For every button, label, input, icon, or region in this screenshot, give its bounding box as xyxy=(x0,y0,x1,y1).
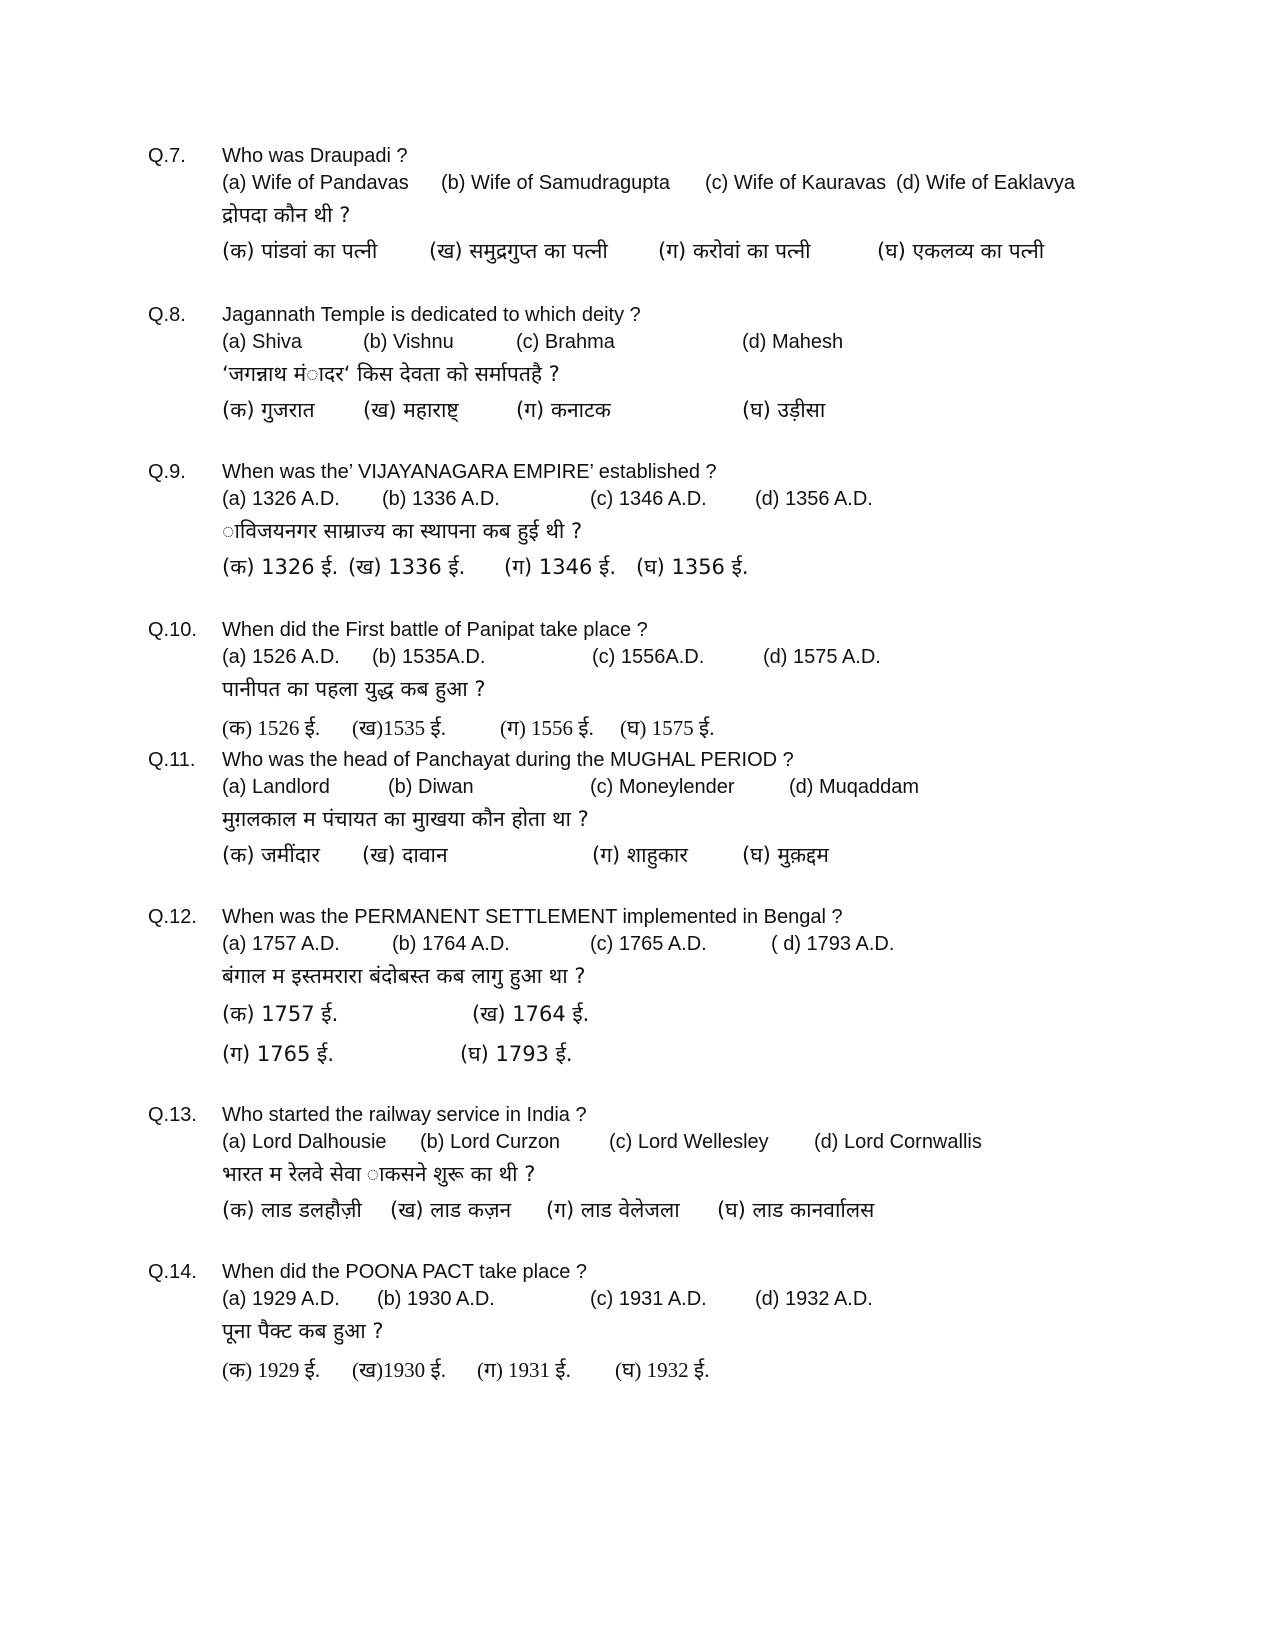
option-d: (d) Wife of Eaklavya xyxy=(896,172,1075,194)
option-c: (c) 1765 A.D. xyxy=(590,933,707,955)
option-a: (a) Shiva xyxy=(222,331,303,353)
option-d: (d) Mahesh xyxy=(742,331,844,353)
option-a: (a) 1326 A.D. xyxy=(222,488,340,510)
option-a: (a) Wife of Pandavas xyxy=(222,172,409,194)
option-gha: (घ) मुक़द्दम xyxy=(742,843,829,867)
question-text-en: When was the PERMANENT SETTLEMENT implemented in Bengal ? xyxy=(222,906,843,928)
option-ga: (ग) करोवां का पत्नी xyxy=(658,239,811,263)
option-c: (c) Wife of Kauravas xyxy=(705,172,887,194)
option-b: (b) 1764 A.D. xyxy=(392,933,510,955)
option-b: (b) 1336 A.D. xyxy=(382,488,500,510)
question-number: Q.10. xyxy=(148,619,197,641)
option-ga: (ग) 1556 ई. xyxy=(500,716,594,740)
option-kha: (ख) 1764 ई. xyxy=(472,1002,590,1026)
option-gha: (घ) 1793 ई. xyxy=(460,1042,573,1066)
question-number: Q.8. xyxy=(148,304,186,326)
option-ka: (क) जमींदार xyxy=(222,843,320,867)
option-ga: (ग) 1931 ई. xyxy=(477,1358,571,1382)
question-number: Q.12. xyxy=(148,906,197,928)
question-text-hi: पूना पैक्ट कब हुआ ? xyxy=(222,1319,384,1343)
option-b: (b) Vishnu xyxy=(363,331,454,353)
option-gha: (घ) लाड कानर्वाालस xyxy=(717,1198,875,1222)
option-ka: (क) लाड डलहौज़ी xyxy=(222,1198,362,1222)
option-ga: (ग) 1765 ई. xyxy=(222,1042,334,1066)
question-number: Q.14. xyxy=(148,1261,197,1283)
option-kha: (ख) महाराष्ट् xyxy=(363,398,459,422)
option-b: (b) 1930 A.D. xyxy=(377,1288,495,1310)
option-b: (b) Diwan xyxy=(388,776,474,798)
option-gha: (घ) उड़ीसा xyxy=(742,398,826,422)
option-b: (b) 1535A.D. xyxy=(372,646,486,668)
option-d: (d) 1932 A.D. xyxy=(755,1288,873,1310)
option-a: (a) 1526 A.D. xyxy=(222,646,340,668)
option-ka: (क) गुजरात xyxy=(222,398,315,422)
option-a: (a) 1757 A.D. xyxy=(222,933,340,955)
option-gha: (घ) 1575 ई. xyxy=(620,716,715,740)
option-d: (d) 1356 A.D. xyxy=(755,488,873,510)
question-text-hi: पानीपत का पहला युद्ध कब हुआ ? xyxy=(222,677,486,701)
option-ga: (ग) कनाटक xyxy=(516,398,611,422)
option-gha: (घ) एकलव्य का पत्नी xyxy=(877,239,1045,263)
option-ga: (ग) लाड वेलेजला xyxy=(546,1198,680,1222)
option-kha: (ख)1930 ई. xyxy=(352,1358,446,1382)
option-ka: (क) पांडवां का पत्नी xyxy=(222,239,378,263)
question-text-hi: भारत म रेलवे सेवा ाकसने शुरू का थी ? xyxy=(222,1162,536,1186)
option-kha: (ख) 1336 ई. xyxy=(348,555,466,579)
option-d: (d) 1575 A.D. xyxy=(763,646,881,668)
question-text-hi: मुग़लकाल म पंचायत का मुाखया कौन होता था ? xyxy=(222,807,589,831)
option-d: (d) Lord Cornwallis xyxy=(814,1131,982,1153)
question-text-en: When was the’ VIJAYANAGARA EMPIRE’ established ? xyxy=(222,461,717,483)
option-b: (b) Lord Curzon xyxy=(420,1131,561,1153)
option-kha: (ख) दावान xyxy=(362,843,448,867)
option-ga: (ग) शाहुकार xyxy=(592,843,688,867)
option-c: (c) Brahma xyxy=(516,331,615,353)
option-a: (a) Landlord xyxy=(222,776,330,798)
question-number: Q.11. xyxy=(148,749,196,771)
option-kha: (ख) समुद्रगुप्त का पत्नी xyxy=(429,239,608,263)
option-c: (c) 1556A.D. xyxy=(592,646,705,668)
option-ka: (क) 1757 ई. xyxy=(222,1002,339,1026)
option-c: (c) Lord Wellesley xyxy=(609,1131,769,1153)
option-a: (a) 1929 A.D. xyxy=(222,1288,340,1310)
question-text-en: Who was the head of Panchayat during the MUGHAL PERIOD ? xyxy=(222,749,794,771)
option-ka: (क) 1526 ई. xyxy=(222,716,321,740)
option-ga: (ग) 1346 ई. xyxy=(504,555,616,579)
question-text-en: When did the POONA PACT take place ? xyxy=(222,1261,587,1283)
option-ka: (क) 1929 ई. xyxy=(222,1358,321,1382)
question-text-hi: ‘जगन्नाथ मंादर‘ किस देवता को सर्मापतहै ? xyxy=(222,362,560,386)
option-d: ( d) 1793 A.D. xyxy=(771,933,895,955)
question-number: Q.9. xyxy=(148,461,186,483)
question-text-en: When did the First battle of Panipat take place ? xyxy=(222,619,648,641)
option-kha: (ख)1535 ई. xyxy=(352,716,446,740)
option-gha: (घ) 1932 ई. xyxy=(615,1358,710,1382)
question-text-en: Jagannath Temple is dedicated to which deity ? xyxy=(222,304,641,326)
question-text-hi: द्रोपदा कौन थी ? xyxy=(222,203,351,227)
option-c: (c) 1931 A.D. xyxy=(590,1288,707,1310)
option-d: (d) Muqaddam xyxy=(789,776,920,798)
option-ka: (क) 1326 ई. xyxy=(222,555,339,579)
question-text-hi: ाविजयनगर साम्राज्य का स्थापना कब हुई थी ? xyxy=(222,519,583,543)
option-c: (c) Moneylender xyxy=(590,776,735,798)
option-b: (b) Wife of Samudragupta xyxy=(441,172,670,194)
question-text-en: Who was Draupadi ? xyxy=(222,145,408,167)
option-kha: (ख) लाड कज़न xyxy=(390,1198,512,1222)
option-c: (c) 1346 A.D. xyxy=(590,488,707,510)
option-gha: (घ) 1356 ई. xyxy=(636,555,749,579)
option-a: (a) Lord Dalhousie xyxy=(222,1131,387,1153)
question-number: Q.13. xyxy=(148,1104,197,1126)
question-text-en: Who started the railway service in India ? xyxy=(222,1104,587,1126)
question-number: Q.7. xyxy=(148,145,186,167)
question-text-hi: बंगाल म इस्तमरारा बंदोबस्त कब लागु हुआ था ? xyxy=(222,964,586,988)
